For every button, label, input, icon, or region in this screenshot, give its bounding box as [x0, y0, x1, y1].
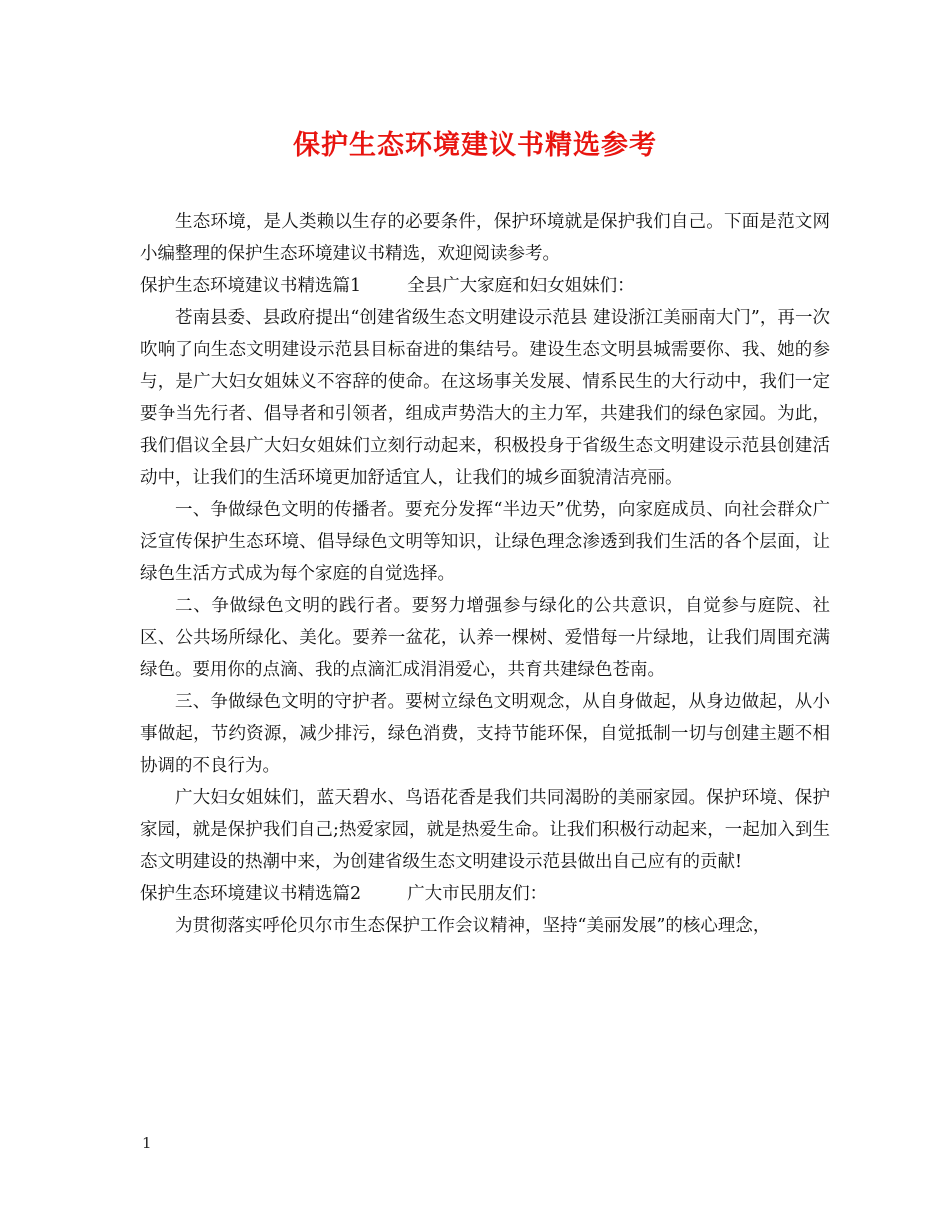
section-2-salutation: 广大市民朋友们： — [407, 884, 548, 904]
intro-paragraph: 生态环境，是人类赖以生存的必要条件，保护环境就是保护我们自己。下面是范文网小编整理的保护生态环境建议书精选，欢迎阅读参考。 — [140, 212, 830, 264]
section-1-paragraph-4: 三、争做绿色文明的守护者。要树立绿色文明观念，从自身做起，从身边做起，从小事做起，节约资源，减少排污，绿色消费，支持节能环保，自觉抵制一切与创建主题不相协调的不良行为。 — [140, 692, 830, 776]
section-1-heading-line — [140, 270, 830, 302]
section-2-heading: 保护生态环境建议书精选篇2 — [140, 884, 362, 904]
section-1-paragraph-1: 苍南县委、县政府提出“创建省级生态文明建设示范县 建设浙江美丽南大门”，再一次吹响了向生态文明建设示范县目标奋进的集结号。建设生态文明县城需要你、我、她的参与，是广大妇女姐妹义不容辞的使命。在这场事关发展、情系民生的大行动中，我们一定要争当先行者、倡导者和引领者，组成声势浩大的主力军，共建我们的绿色家园。为此，我们倡议全县广大妇女姐妹们立刻行动起来，积极投身于省级生态文明建设示范县创建活动中，让我们的生活环境更加舒适宜人，让我们的城乡面貌清洁亮丽。 — [140, 308, 830, 488]
section-1-heading: 保护生态环境建议书精选篇1 — [140, 276, 362, 296]
page-number: 1 — [142, 1134, 152, 1152]
page-title: 保护生态环境建议书精选参考 — [293, 130, 657, 161]
section-1-salutation: 全县广大家庭和妇女姐妹们： — [407, 276, 635, 296]
document-body — [140, 206, 830, 942]
section-1-paragraph-5: 广大妇女姐妹们，蓝天碧水、鸟语花香是我们共同渴盼的美丽家园。保护环境、保护家园，就是保护我们自己;热爱家园，就是热爱生命。让我们积极行动起来，一起加入到生态文明建设的热潮中来，为创建省级生态文明建设示范县做出自己应有的贡献! — [140, 788, 830, 872]
section-2-paragraph-1: 为贯彻落实呼伦贝尔市生态保护工作会议精神，坚持“美丽发展”的核心理念， — [175, 916, 771, 936]
section-2-heading-line — [140, 878, 830, 910]
section-1-paragraph-2: 一、争做绿色文明的传播者。要充分发挥“半边天”优势，向家庭成员、向社会群众广泛宣传保护生态环境、倡导绿色文明等知识，让绿色理念渗透到我们生活的各个层面，让绿色生活方式成为每个家庭的自觉选择。 — [140, 500, 830, 584]
section-1-paragraph-3: 二、争做绿色文明的践行者。要努力增强参与绿化的公共意识，自觉参与庭院、社区、公共场所绿化、美化。要养一盆花，认养一棵树、爱惜每一片绿地，让我们周围充满绿色。要用你的点滴、我的点滴汇成涓涓爱心，共育共建绿色苍南。 — [140, 596, 830, 680]
